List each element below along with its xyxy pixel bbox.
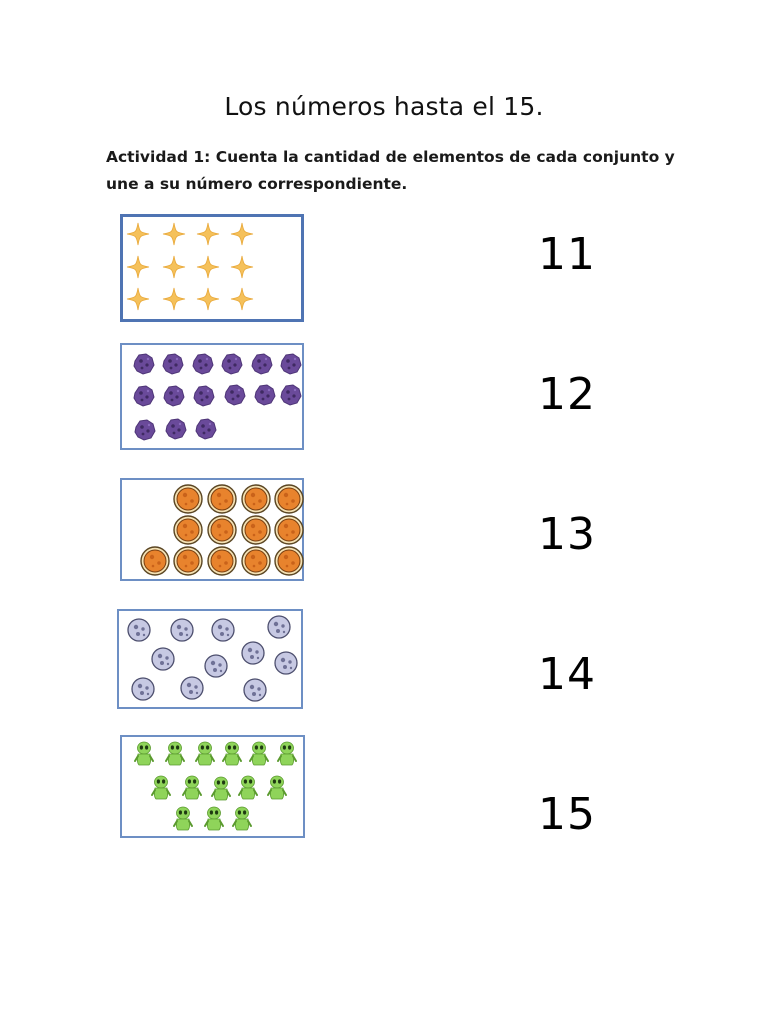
- set-box-aliens: [120, 735, 305, 838]
- orange-planet-icon: [141, 547, 169, 575]
- orange-planet-icon: [208, 485, 236, 513]
- purple-rock-icon: [281, 385, 301, 405]
- purple-rock-icon: [194, 386, 214, 406]
- alien-icon: [152, 776, 170, 799]
- alien-icon: [250, 742, 268, 765]
- aliens-group: [122, 737, 307, 840]
- purple-rock-icon: [222, 354, 242, 374]
- star-icon: [163, 256, 185, 278]
- orange-planet-icon: [242, 547, 270, 575]
- alien-icon: [278, 742, 296, 765]
- set-box-stars: [120, 214, 304, 322]
- number-12[interactable]: 12: [538, 369, 596, 420]
- alien-icon: [239, 776, 257, 799]
- purple-rock-icon: [252, 354, 272, 374]
- moon-icon: [171, 619, 193, 641]
- star-icon: [127, 288, 149, 310]
- alien-icon: [212, 777, 230, 800]
- purple-rock-icon: [225, 385, 245, 405]
- alien-icon: [233, 807, 251, 830]
- purple-rock-icon: [134, 354, 154, 374]
- purple-rock-icon: [135, 420, 155, 440]
- instruction-line-1: Actividad 1: Cuenta la cantidad de elementos de cada conjunto y: [106, 148, 675, 166]
- number-11[interactable]: 11: [538, 229, 596, 280]
- alien-icon: [174, 807, 192, 830]
- orange-planet-icon: [208, 516, 236, 544]
- alien-icon: [268, 776, 286, 799]
- orange-planet-icon: [242, 485, 270, 513]
- orange-planet-icon: [208, 547, 236, 575]
- moon-icon: [205, 655, 227, 677]
- activity-instructions: [106, 144, 675, 198]
- alien-icon: [223, 742, 241, 765]
- purple-rocks-group: [122, 345, 306, 452]
- orange-planet-icon: [275, 516, 303, 544]
- star-icon: [197, 256, 219, 278]
- purple-rock-icon: [134, 386, 154, 406]
- purple-rock-icon: [163, 354, 183, 374]
- alien-icon: [135, 742, 153, 765]
- orange-planet-icon: [174, 547, 202, 575]
- star-icon: [231, 256, 253, 278]
- page-title: Los números hasta el 15.: [224, 92, 544, 121]
- set-box-orange-planets: [120, 478, 304, 581]
- moon-icon: [181, 677, 203, 699]
- orange-planet-icon: [275, 547, 303, 575]
- orange-planets-group: [122, 480, 306, 583]
- alien-icon: [205, 807, 223, 830]
- orange-planet-icon: [275, 485, 303, 513]
- number-14[interactable]: 14: [538, 649, 596, 700]
- star-icon: [231, 223, 253, 245]
- star-icon: [197, 223, 219, 245]
- star-icon: [197, 288, 219, 310]
- star-icon: [127, 223, 149, 245]
- purple-rock-icon: [281, 354, 301, 374]
- star-icon: [163, 223, 185, 245]
- moon-icon: [128, 619, 150, 641]
- moon-icon: [268, 616, 290, 638]
- number-13[interactable]: 13: [538, 509, 596, 560]
- orange-planet-icon: [174, 485, 202, 513]
- number-15[interactable]: 15: [538, 789, 596, 840]
- purple-rock-icon: [164, 386, 184, 406]
- purple-rock-icon: [196, 419, 216, 439]
- moon-icon: [244, 679, 266, 701]
- stars-group: [123, 217, 307, 325]
- moon-icon: [212, 619, 234, 641]
- alien-icon: [183, 776, 201, 799]
- set-box-moons: [117, 609, 303, 709]
- star-icon: [127, 256, 149, 278]
- alien-icon: [196, 742, 214, 765]
- alien-icon: [166, 742, 184, 765]
- moon-icon: [152, 648, 174, 670]
- orange-planet-icon: [174, 516, 202, 544]
- moon-icon: [275, 652, 297, 674]
- purple-rock-icon: [255, 385, 275, 405]
- purple-rock-icon: [166, 419, 186, 439]
- purple-rock-icon: [193, 354, 213, 374]
- moon-icon: [132, 678, 154, 700]
- orange-planet-icon: [242, 516, 270, 544]
- star-icon: [231, 288, 253, 310]
- moon-icon: [242, 642, 264, 664]
- instruction-line-2: une a su número correspondiente.: [106, 175, 408, 193]
- star-icon: [163, 288, 185, 310]
- set-box-purple-rocks: [120, 343, 304, 450]
- moons-group: [119, 611, 305, 711]
